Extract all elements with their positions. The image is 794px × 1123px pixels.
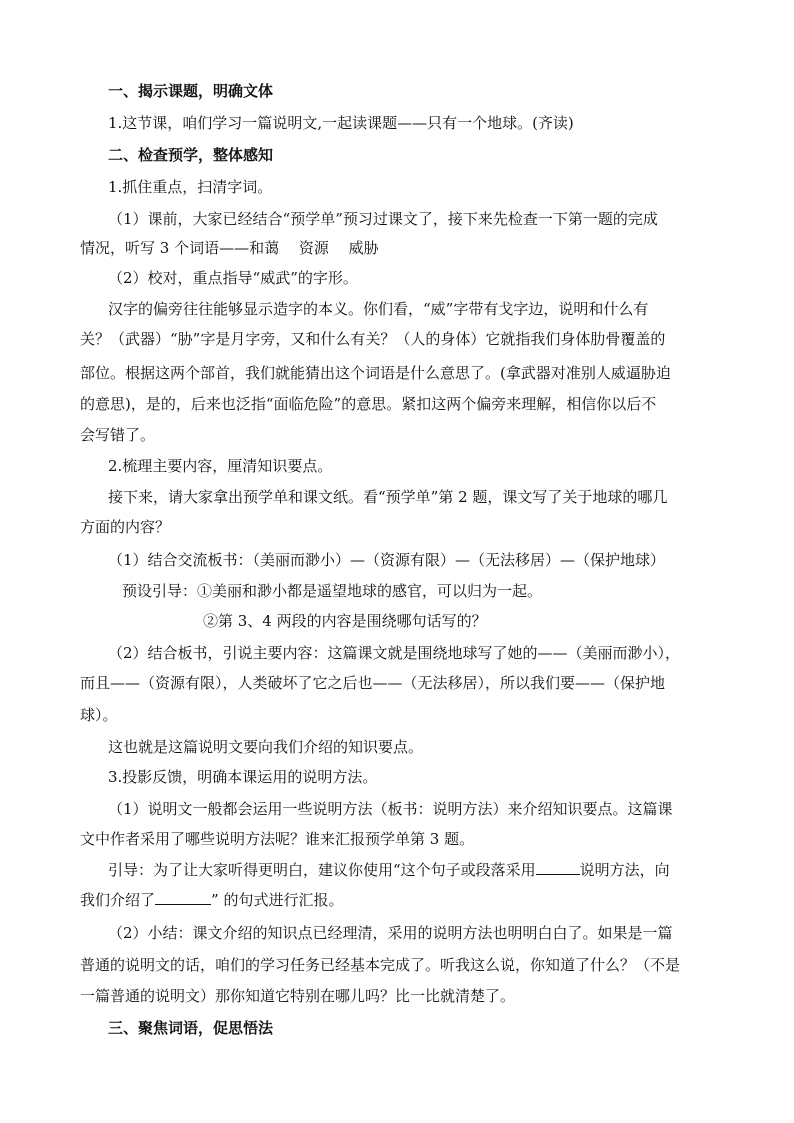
paragraph: 1.这节课，咱们学习一篇说明文,一起读课题——只有一个地球。(齐读) bbox=[108, 114, 574, 132]
paragraph: 部位。根据这两个部首，我们就能猜出这个词语是什么意思了。(拿武器对准别人威逼胁迫 bbox=[80, 364, 671, 382]
paragraph: 一篇普通的说明文）那你知道它特别在哪儿吗？比一比就清楚了。 bbox=[80, 987, 516, 1005]
paragraph: 会写错了。 bbox=[80, 426, 156, 444]
paragraph: 的意思)，是的，后来也泛指“面临危险”的意思。紧扣这两个偏旁来理解，相信你以后不 bbox=[80, 395, 657, 413]
paragraph: （2）结合板书，引说主要内容：这篇课文就是围绕地球写了她的——（美丽而渺小）， bbox=[108, 644, 681, 662]
paragraph: （1）课前，大家已经结合“预学单”预习过课文了，接下来先检查一下第一题的完成 bbox=[108, 210, 658, 228]
paragraph: ②第 3、4 两段的内容是围绕哪句话写的？ bbox=[203, 612, 487, 630]
paragraph bbox=[108, 860, 670, 880]
blank-underline bbox=[536, 860, 580, 875]
text-segment: 我们介绍了 bbox=[80, 891, 156, 909]
paragraph: 球）。 bbox=[80, 706, 118, 724]
paragraph: 方面的内容？ bbox=[80, 518, 171, 536]
list-item: 1.抓住重点，扫清字词。 bbox=[108, 178, 273, 196]
paragraph: 汉字的偏旁往往能够显示造字的本义。你们看，“威”字带有戈字边，说明和什么有 bbox=[108, 300, 649, 318]
paragraph: 关？（武器）“胁”字是月字旁，又和什么有关？（人的身体）它就指我们身体肋骨覆盖的 bbox=[80, 330, 666, 348]
paragraph: 普通的说明文的话，咱们的学习任务已经基本完成了。听我这么说，你知道了什么？（不是 bbox=[80, 956, 681, 974]
paragraph: （1）说明文一般都会运用一些说明方法（板书：说明方法）来介绍知识要点。这篇课 bbox=[108, 800, 673, 818]
paragraph: 而且——（资源有限），人类破坏了它之后也——（无法移居），所以我们要——（保护地 bbox=[80, 674, 666, 692]
paragraph: （1）结合交流板书：（美丽而渺小）—（资源有限）—（无法移居）—（保护地球） bbox=[108, 551, 666, 569]
paragraph: （2）小结：课文介绍的知识点已经理清，采用的说明方法也明明白白了。如果是一篇 bbox=[108, 924, 673, 942]
paragraph: 情况，听写 3 个词语——和蔼 资源 威胁 bbox=[80, 239, 379, 257]
paragraph: 文中作者采用了哪些说明方法呢？谁来汇报预学单第 3 题。 bbox=[80, 830, 475, 848]
paragraph: 这也就是这篇说明文要向我们介绍的知识要点。 bbox=[108, 738, 424, 756]
text-segment: 引导：为了让大家听得更明白，建议你使用“这个句子或段落采用 bbox=[108, 861, 536, 879]
text-segment: 说明方法，向 bbox=[579, 861, 670, 879]
paragraph: （2）校对，重点指导“威武”的字形。 bbox=[108, 269, 358, 287]
list-item: 2.梳理主要内容，厘清知识要点。 bbox=[108, 457, 333, 475]
section-heading: 二、检查预学，整体感知 bbox=[108, 146, 274, 164]
paragraph: 接下来，请大家拿出预学单和课文纸。看“预学单”第 2 题，课文写了关于地球的哪几 bbox=[108, 488, 668, 506]
text-segment: ” 的句式进行汇报。 bbox=[211, 891, 344, 909]
section-heading: 一、揭示课题，明确文体 bbox=[108, 82, 274, 100]
paragraph: 预设引导：①美丽和渺小都是遥望地球的感官，可以归为一起。 bbox=[122, 582, 543, 600]
list-item: 3.投影反馈，明确本课运用的说明方法。 bbox=[108, 768, 378, 786]
blank-underline bbox=[155, 890, 211, 905]
paragraph bbox=[80, 890, 343, 910]
section-heading: 三、聚焦词语，促思悟法 bbox=[108, 1019, 274, 1037]
